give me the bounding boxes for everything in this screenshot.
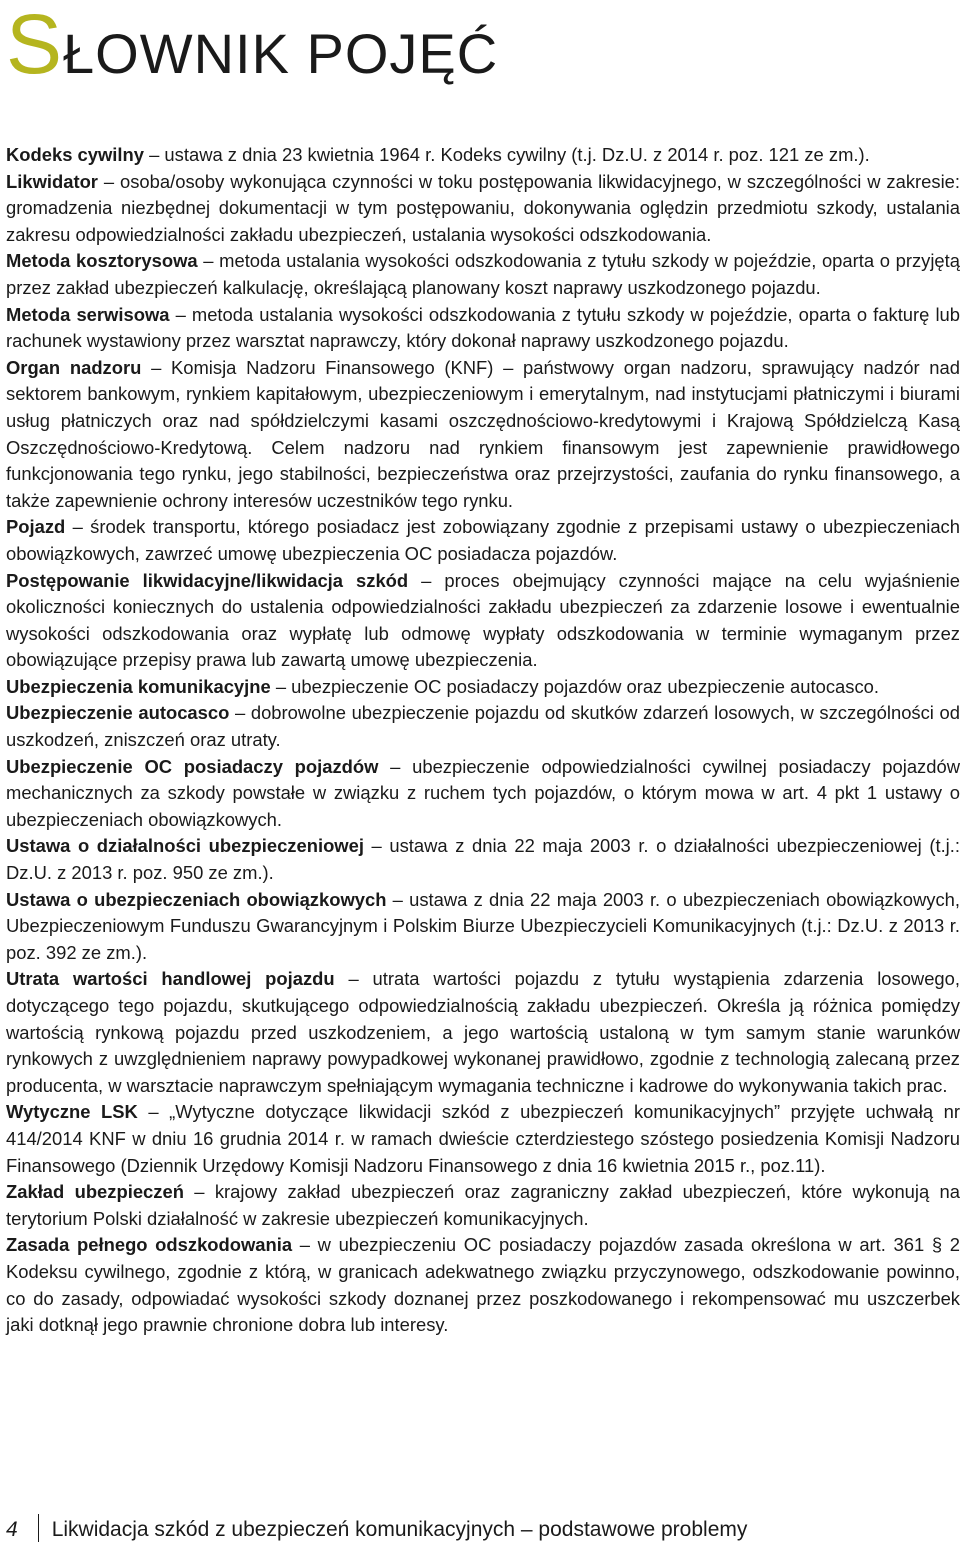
- glossary-term: Ubezpieczenia komunikacyjne: [6, 675, 271, 697]
- glossary-entry: [6, 169, 960, 249]
- glossary-definition: – utrata wartości pojazdu z tytułu wystąpienia zdarzenia losowego, dotyczącego tego pojazdu, skutkującego odpowiedzialnością zakładu ubezpieczeń. Określa ją różnica pomiędzy wartością rynkową pojazdu przed uszkodzeniem, a jego wartością ustaloną w tym samym stanie warunków rynkowych z uwzględnieniem naprawy powypadkowej wykonanej prawidłowo, zgodnie z technologią zalecaną przez producenta, w warsztacie naprawczym spełniającym wymagania techniczne i kadrowe do wykonywania takich prac.: [6, 968, 960, 1096]
- title-rest: ŁOWNIK POJĘĆ: [63, 22, 499, 85]
- glossary-entry: [6, 887, 960, 967]
- glossary-term: Metoda kosztorysowa: [6, 250, 198, 272]
- glossary-term: Pojazd: [6, 516, 66, 538]
- glossary-term: Ustawa o ubezpieczeniach obowiązkowych: [6, 888, 387, 910]
- glossary-definition: – środek transportu, którego posiadacz jest zobowiązany zgodnie z przepisami ustawy o ubezpieczeniach obowiązkowych, zawrzeć umowę ubezpieczenia OC posiadacza pojazdów.: [6, 516, 960, 564]
- glossary-entry: [6, 568, 960, 674]
- glossary-entry: [6, 1179, 960, 1232]
- page-footer: [6, 1514, 747, 1546]
- glossary-entry: [6, 754, 960, 834]
- glossary-entry: [6, 1099, 960, 1179]
- glossary-term: Kodeks cywilny: [6, 144, 144, 165]
- glossary-entry: [6, 302, 960, 355]
- glossary-definition: – metoda ustalania wysokości odszkodowania z tytułu szkody w pojeździe, oparta o fakturę lub rachunek wystawiony przez warsztat naprawczy, który dokonał naprawy uszkodzonego pojazdu.: [6, 303, 960, 352]
- glossary-entry: [6, 674, 960, 701]
- footer-divider: [38, 1514, 39, 1542]
- glossary-definition: – metoda ustalania wysokości odszkodowania z tytułu szkody w pojeździe, oparta o przyjętą przez zakład ubezpieczeń kalkulację, określającą planowany koszt naprawy uszkodzonego pojazdu.: [6, 250, 960, 298]
- glossary-term: Zasada pełnego odszkodowania: [6, 1234, 293, 1256]
- glossary-term: Ubezpieczenie autocasco: [6, 702, 230, 724]
- glossary-definition: – w ubezpieczeniu OC posiadaczy pojazdów zasada określona w art. 361 § 2 Kodeksu cywilnego, zgodnie z którą, w granicach adekwatnego związku przyczynowego, odszkodowanie powinno, co do zasady, odpowiadać wysokości szkody doznanej przez poszkodowanego i rekompensować mu uszczerbek jaki dotknął jego prawnie chronione dobra lub interesy.: [6, 1234, 960, 1336]
- page-number: 4: [6, 1518, 18, 1541]
- glossary-definition: – ubezpieczenie odpowiedzialności cywilnej posiadaczy pojazdów mechanicznych za szkody powstałe w związku z ruchem tych pojazdów, o którym mowa w art. 4 pkt 1 ustawy o ubezpieczeniach obowiązkowych.: [6, 755, 960, 830]
- glossary-entry: [6, 248, 960, 301]
- footer-title: Likwidacja szkód z ubezpieczeń komunikacyjnych – podstawowe problemy: [51, 1518, 748, 1541]
- glossary-definition: – dobrowolne ubezpieczenie pojazdu od skutków zdarzeń losowych, w szczególności od uszkodzeń, zniszczeń oraz utraty.: [6, 702, 960, 751]
- glossary-entry: [6, 355, 960, 515]
- glossary-entry: [6, 966, 960, 1099]
- page-title: [6, 2, 498, 96]
- glossary-entry: [6, 700, 960, 753]
- glossary-entry: [6, 1232, 960, 1338]
- glossary-definition: – Komisja Nadzoru Finansowego (KNF) – państwowy organ nadzoru, sprawujący nadzór nad sektorem bankowym, rynkiem kapitałowym, ubezpieczeniowym i emerytalnym, nad instytucjami płatniczymi i biurami usług płatniczych oraz nad spółdzielczymi kasami oszczędnościowo-kredytowymi i Krajową Spółdzielczą Kasą Oszczędnościowo-Kredytową. Celem nadzoru nad rynkiem finansowym jest zapewnienie prawidłowego funkcjonowania tego rynku, jego stabilności, bezpieczeństwa oraz przejrzystości, zaufania do rynku finansowego, a także zapewnienie ochrony interesów uczestników tego rynku.: [6, 356, 960, 511]
- glossary-definition: – ustawa z dnia 22 maja 2003 r. o ubezpieczeniach obowiązkowych, Ubezpieczeniowym Funduszu Gwarancyjnym i Polskim Biurze Ubezpieczycieli Komunikacyjnych (t.j.: Dz.U. z 2013 r. poz. 392 ze zm.).: [6, 888, 960, 963]
- title-initial: S: [6, 0, 64, 91]
- glossary-definition: – osoba/osoby wykonująca czynności w toku postępowania likwidacyjnego, w szczególności w zakresie: gromadzenia niezbędnej dokumentacji w tym postępowaniu, dokonywania oględzin przedmiotu szkody, ustalania zakresu odpowiedzialności zakładu ubezpieczeń, ustalania wysokości odszkodowania.: [6, 170, 960, 245]
- glossary-term: Zakład ubezpieczeń: [6, 1181, 184, 1203]
- glossary-term: Metoda serwisowa: [6, 303, 170, 325]
- glossary-entry: [6, 514, 960, 567]
- glossary-entry: [6, 142, 960, 169]
- glossary-term: Postępowanie likwidacyjne/likwidacja szkód: [6, 569, 409, 591]
- glossary-term: Ustawa o działalności ubezpieczeniowej: [6, 835, 364, 857]
- glossary-term: Ubezpieczenie OC posiadaczy pojazdów: [6, 755, 379, 777]
- glossary-definition: – ustawa z dnia 22 maja 2003 r. o działalności ubezpieczeniowej (t.j.: Dz.U. z 2013 r. poz. 950 ze zm.).: [6, 835, 960, 884]
- glossary-definition: – ustawa z dnia 23 kwietnia 1964 r. Kodeks cywilny (t.j. Dz.U. z 2014 r. poz. 121 ze zm.).: [143, 144, 870, 165]
- glossary-term: Organ nadzoru: [6, 356, 142, 378]
- glossary-entry: [6, 833, 960, 886]
- glossary-term: Likwidator: [6, 170, 98, 192]
- glossary-term: Wytyczne LSK: [6, 1101, 138, 1123]
- glossary-definition: – proces obejmujący czynności mające na celu wyjaśnienie okoliczności koniecznych do ustalenia odpowiedzialności zakładu ubezpieczeń za zdarzenie losowe i ewentualnie wysokości odszkodowania oraz wypłatę lub odmowę wypłaty odszkodowania w terminie wymaganym przez obowiązujące przepisy prawa lub zawartą umowę ubezpieczenia.: [6, 569, 960, 671]
- glossary-definition: – „Wytyczne dotyczące likwidacji szkód z ubezpieczeń komunikacyjnych” przyjęte uchwałą nr 414/2014 KNF w dniu 16 grudnia 2014 r. w ramach dwieście czterdziestego szóstego posiedzenia Komisji Nadzoru Finansowego (Dziennik Urzędowy Komisji Nadzoru Finansowego z dnia 16 kwietnia 2015 r., poz.11).: [6, 1101, 960, 1176]
- glossary-term: Utrata wartości handlowej pojazdu: [6, 968, 335, 990]
- glossary-list: [6, 142, 960, 1339]
- glossary-definition: – krajowy zakład ubezpieczeń oraz zagraniczny zakład ubezpieczeń, które wykonują na terytorium Polski działalność w zakresie ubezpieczeń komunikacyjnych.: [6, 1181, 960, 1229]
- glossary-definition: – ubezpieczenie OC posiadaczy pojazdów oraz ubezpieczenie autocasco.: [270, 675, 880, 697]
